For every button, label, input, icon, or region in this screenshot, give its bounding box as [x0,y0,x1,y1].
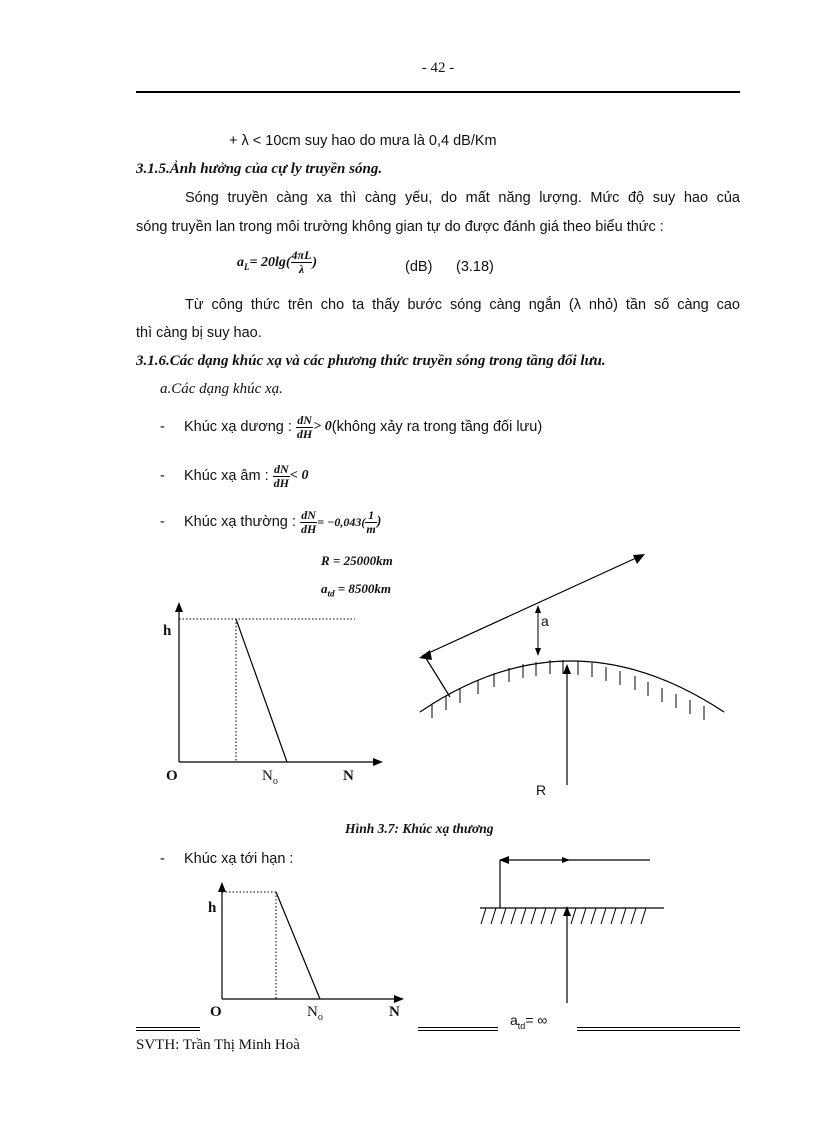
critical-graph-label-origin: O [210,1004,222,1020]
bullet-negative: - [160,468,165,484]
formula-number: (3.18) [456,259,494,275]
section-heading-3-1-6: 3.1.6.Các dạng khúc xạ và các phương thức truyền sóng trong tầng đối lưu. [136,353,606,369]
rain-attenuation-line: + λ < 10cm suy hao do mưa là 0,4 dB/Km [229,133,497,149]
page-number: - 42 - [421,60,455,76]
formula-3-18: $a_L= 20\lg$( $\frac{4\pi L}{\lambda}$ ) [237,248,318,276]
paragraph-1-line-1: Sóng truyền càng xa thì càng yếu, do mất năng lượng. Mức độ suy hao của [185,190,740,206]
bullet-positive: - [160,419,165,435]
critical-ray-mid-arrow [562,857,570,863]
footer-rule-right [577,1027,740,1031]
paragraph-2-line-1: Từ công thức trên cho ta thấy bước sóng càng ngắn (λ nhỏ) tần số càng cao [185,297,740,313]
earth-label-a: a [541,613,549,629]
critical-atd-label: $a_{td}=$ ∞ [510,1012,548,1031]
bullet-critical: - [160,851,165,867]
paragraph-2-line-2: thì càng bị suy hao. [136,325,262,341]
graph-label-n: N [343,768,354,784]
subsection-a: a.Các dạng khúc xạ. [160,381,283,397]
item-normal-refraction: Khúc xạ thường : $\frac{dN}{dH}$ = −0,043( $\frac{1}{m}$ ) [184,507,382,536]
critical-graph-label-n0: $N_o$ [307,1004,323,1023]
figure-3-7-caption: Hình 3.7: Khúc xạ thương [345,821,494,836]
critical-graph-label-n: N [389,1004,400,1020]
footer-rule-middle [418,1027,498,1031]
graph-label-n0: $N_o$ [262,768,278,787]
equivalent-radius-equation: $a_{td} = 8500km$ [321,581,392,599]
footer-author: SVTH: Trần Thị Minh Hoà [136,1037,300,1053]
footer-rule-left [136,1027,200,1031]
paragraph-1-line-2: sóng truyền lan trong môi trường không gian tự do được đánh giá theo biểu thức : [136,219,664,235]
bullet-normal: - [160,514,165,530]
item-positive-refraction: Khúc xạ dương : $\frac{dN}{dH}$ > 0 (không xảy ra trong tầng đối lưu) [184,412,543,441]
earth-radius-equation: R = 25000km [321,553,393,568]
section-heading-3-1-5: 3.1.5.Ảnh hưởng của cự ly truyền sóng. [136,161,383,177]
formula-unit: (dB) [405,259,433,275]
item-negative-refraction: Khúc xạ âm : $\frac{dN}{dH}$ < 0 [184,461,309,490]
graph-label-h: h [163,623,172,639]
item-critical-refraction: Khúc xạ tới hạn : [184,851,294,867]
graph-label-origin: O [166,768,178,784]
earth-label-r: R [536,782,547,798]
critical-graph-label-h: h [208,900,217,916]
